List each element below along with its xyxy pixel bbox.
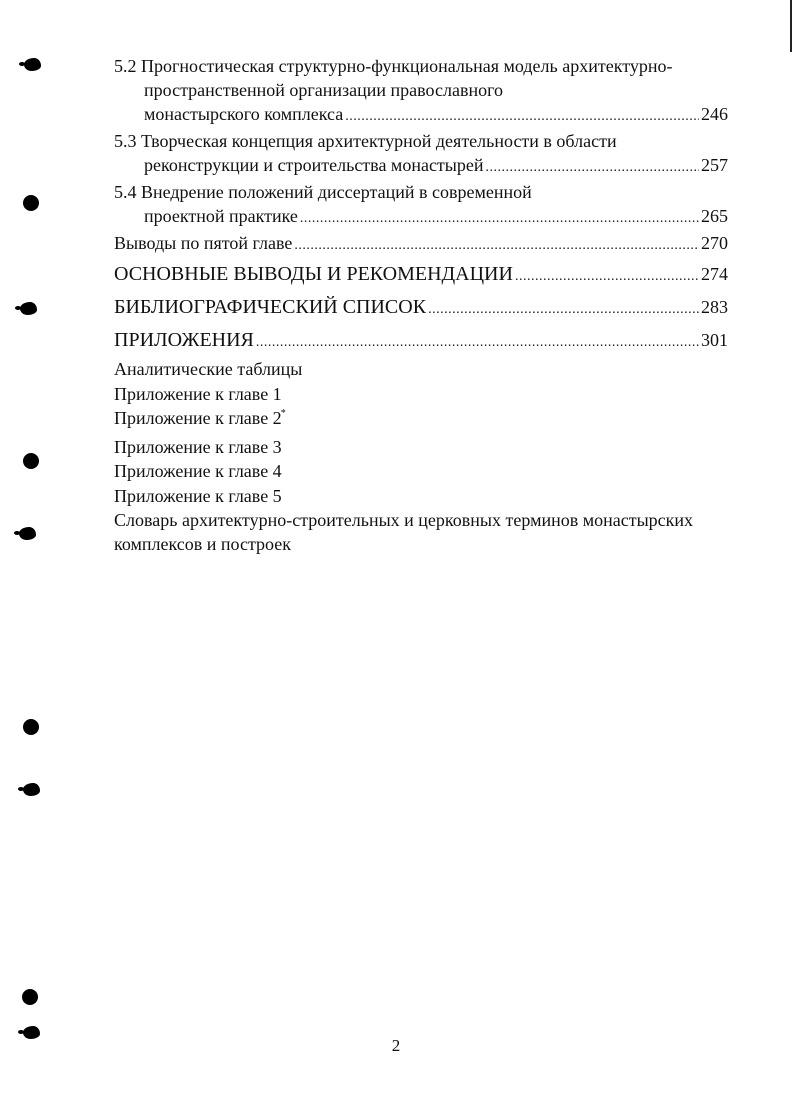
punch-blot-icon — [19, 527, 36, 540]
dot-leader — [345, 105, 699, 129]
toc-page-number: 283 — [701, 297, 728, 317]
punch-hole-icon — [22, 989, 38, 1005]
toc-entry-text: 5.3 Творческая концепция архитектурной деятельности в области — [114, 131, 617, 151]
dot-leader — [428, 296, 699, 324]
toc-appendix-text: Приложение к главе 2 — [114, 408, 282, 428]
toc-page-number: 265 — [701, 206, 728, 226]
toc-appendix-item[interactable] — [114, 406, 728, 435]
toc-entry-text: БИБЛИОГРАФИЧЕСКИЙ СПИСОК — [114, 296, 427, 318]
toc-entry-text: ОСНОВНЫЕ ВЫВОДЫ И РЕКОМЕНДАЦИИ — [114, 263, 513, 285]
toc-page-number: 301 — [701, 330, 728, 350]
stray-mark: * — [280, 408, 286, 419]
toc-entry-text: реконструкции и строительства монастырей — [144, 155, 484, 175]
dot-leader — [300, 207, 699, 231]
table-of-contents — [114, 54, 728, 556]
toc-entry-text: Выводы по пятой главе — [114, 233, 293, 253]
toc-entry-text: проектной практике — [144, 206, 298, 226]
page-number: 2 — [391, 1036, 401, 1055]
punch-hole-icon — [23, 195, 39, 211]
toc-entry-main-conclusions[interactable] — [114, 260, 728, 291]
dot-leader — [294, 234, 699, 258]
toc-entry-5-3[interactable] — [114, 129, 728, 180]
toc-appendix-item[interactable]: Приложение к главе 4 — [114, 461, 282, 481]
toc-appendix-item[interactable]: Приложение к главе 1 — [114, 383, 282, 404]
toc-entry-text: монастырского комплекса — [144, 104, 344, 124]
dot-leader — [486, 156, 699, 180]
toc-page-number: 257 — [701, 155, 728, 175]
toc-page-number: 246 — [701, 104, 728, 124]
toc-entry-text: пространственной организации православного — [144, 80, 504, 100]
punch-blot-icon — [20, 302, 37, 315]
dot-leader — [515, 263, 699, 291]
toc-appendix-item[interactable]: Аналитические таблицы — [114, 359, 303, 379]
toc-entry-text: 5.2 Прогностическая структурно-функциональная модель архитектурно- — [114, 56, 673, 76]
toc-page-number: 270 — [701, 233, 728, 253]
dot-leader — [256, 329, 699, 357]
toc-page-number: 274 — [701, 264, 728, 284]
toc-entry-bibliography[interactable] — [114, 293, 728, 324]
punch-hole-icon — [23, 719, 39, 735]
toc-appendix-item[interactable]: Приложение к главе 3 — [114, 436, 282, 457]
toc-glossary-item[interactable]: Словарь архитектурно-строительных и церковных терминов монастырских комплексов и построек — [114, 510, 694, 554]
toc-entry-chapter5-conclusions[interactable] — [114, 231, 728, 258]
toc-entry-5-4[interactable] — [114, 180, 728, 231]
toc-entry-text: ПРИЛОЖЕНИЯ — [114, 329, 254, 351]
punch-blot-icon — [24, 58, 41, 71]
punch-blot-icon — [23, 783, 40, 796]
punch-hole-icon — [23, 453, 39, 469]
toc-entry-text: 5.4 Внедрение положений диссертаций в современной — [114, 182, 532, 202]
toc-entry-5-2[interactable] — [114, 54, 728, 129]
toc-entry-appendices[interactable] — [114, 326, 728, 357]
toc-appendix-item[interactable]: Приложение к главе 5 — [114, 485, 282, 506]
